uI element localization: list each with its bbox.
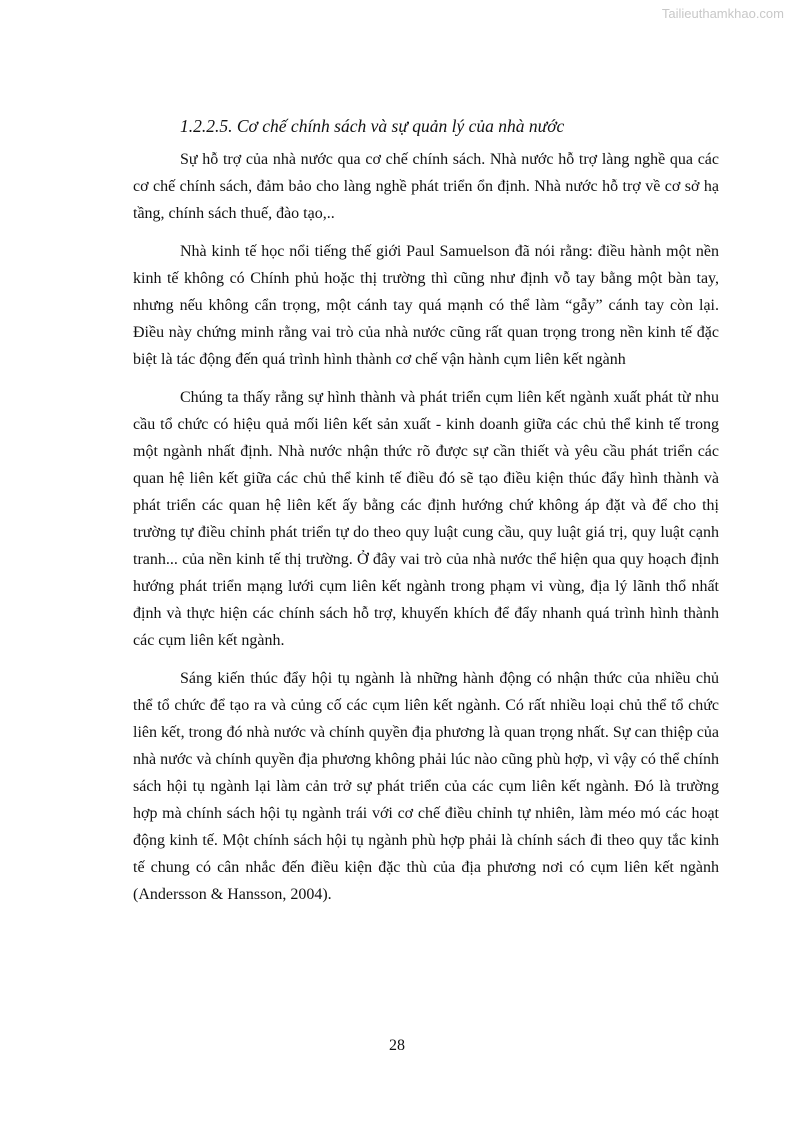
paragraph-2: Nhà kinh tế học nổi tiếng thế giới Paul Samuelson đã nói rằng: điều hành một nền kinh tế không có Chính phủ hoặc thị trường thì cũng như định vỗ tay bằng một bàn tay, nhưng nếu không cẩn trọng, một cánh tay quá mạnh có thể làm “gẫy” cánh tay còn lại. Điều này chứng minh rằng vai trò của nhà nước cũng rất quan trọng trong nền kinh tế đặc biệt là tác động đến quá trình hình thành cơ chế vận hành cụm liên kết ngành — [133, 243, 719, 368]
section-heading: 1.2.2.5. Cơ chế chính sách và sự quản lý của nhà nước — [180, 116, 565, 136]
document-body — [133, 112, 719, 919]
paragraph-3: Chúng ta thấy rằng sự hình thành và phát triển cụm liên kết ngành xuất phát từ nhu cầu tổ chức có hiệu quả mối liên kết sản xuất - kinh doanh giữa các chủ thể kinh tế trong một ngành nhất định. Nhà nước nhận thức rõ được sự cần thiết và yêu cầu phát triển các quan hệ liên kết giữa các chủ thể kinh tế điều đó sẽ tạo điều kiện thúc đẩy hình thành và phát triển các quan hệ liên kết ấy bằng các định hướng chứ không áp đặt và để cho thị trường tự điều chỉnh phát triển tự do theo quy luật cung cầu, quy luật giá trị, quy luật cạnh tranh... của nền kinh tế thị trường. Ở đây vai trò của nhà nước thể hiện qua quy hoạch định hướng phát triển mạng lưới cụm liên kết ngành trong phạm vi vùng, địa lý lãnh thổ nhất định và thực hiện các chính sách hỗ trợ, khuyến khích để đẩy nhanh quá trình hình thành các cụm liên kết ngành. — [133, 389, 719, 649]
page-number: 28 — [389, 1037, 405, 1054]
watermark-text: Tailieuthamkhao.com — [661, 6, 784, 21]
paragraph-4: Sáng kiến thúc đẩy hội tụ ngành là những hành động có nhận thức của nhiều chủ thể tổ chức để tạo ra và củng cố các cụm liên kết ngành. Có rất nhiều loại chủ thể tổ chức liên kết, trong đó nhà nước và chính quyền địa phương là quan trọng nhất. Sự can thiệp của nhà nước và chính quyền địa phương không phải lúc nào cũng phù hợp, vì vậy có thể chính sách hội tụ ngành lại làm cản trở sự phát triển của các cụm liên kết ngành. Đó là trường hợp mà chính sách hội tụ ngành trái với cơ chế điều chỉnh tự nhiên, làm méo mó các hoạt động kinh tế. Một chính sách hội tụ ngành phù hợp phải là chính sách đi theo quy tắc kinh tế chung có cân nhắc đến điều kiện đặc thù của địa phương nơi có cụm liên kết ngành (Andersson & Hansson, 2004). — [133, 670, 719, 903]
paragraph-1: Sự hỗ trợ của nhà nước qua cơ chế chính sách. Nhà nước hỗ trợ làng nghề qua các cơ chế chính sách, đảm bảo cho làng nghề phát triển ổn định. Nhà nước hỗ trợ về cơ sở hạ tầng, chính sách thuế, đào tạo,.. — [133, 151, 719, 222]
